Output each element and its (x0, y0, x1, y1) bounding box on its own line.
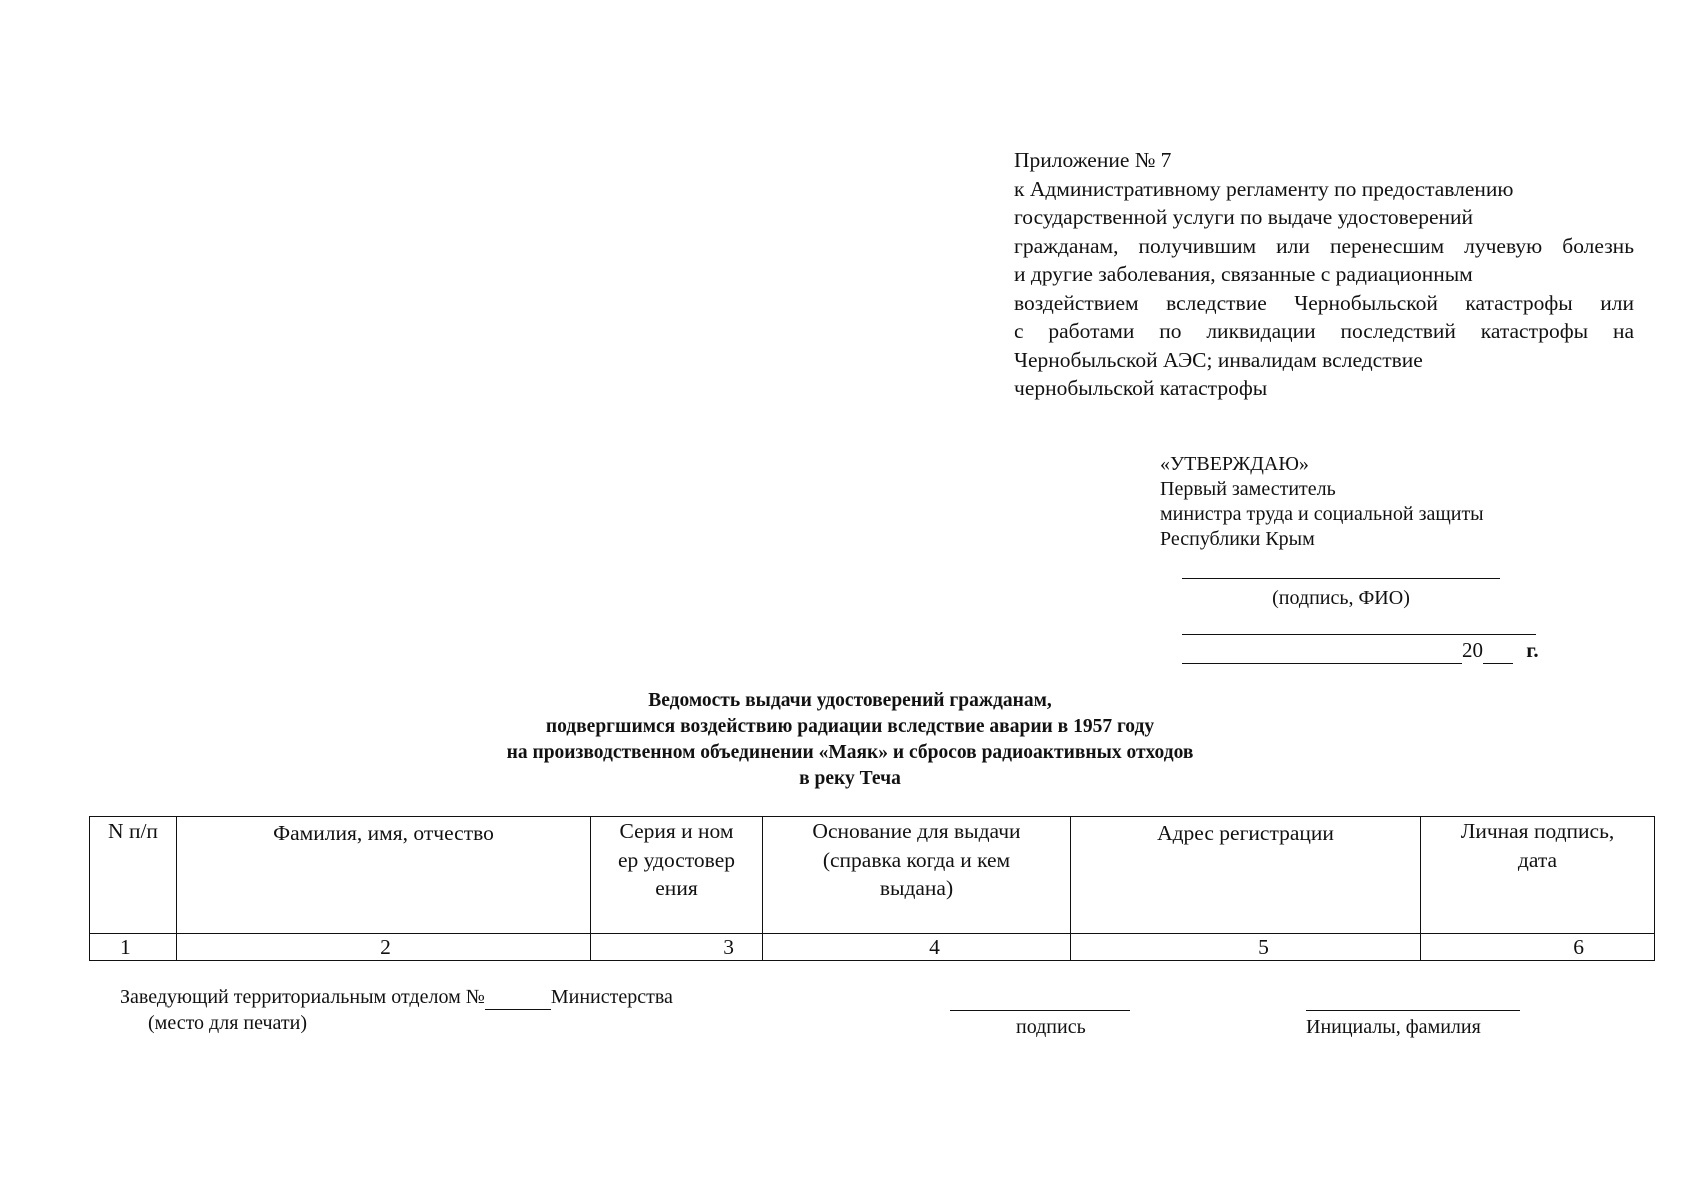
appendix-heading: Приложение № 7 (1014, 148, 1172, 172)
department-number-blank (485, 986, 551, 1010)
appendix-line: с работами по ликвидации последствий катастрофы на (1014, 319, 1634, 343)
appendix-line: воздействием вследствие Чернобыльской катастрофы или (1014, 290, 1634, 315)
column-number-cell: 6 (1421, 934, 1655, 961)
approval-block (1160, 452, 1560, 552)
appendix-block (1014, 146, 1634, 403)
document-title (300, 688, 1400, 792)
approval-date-line-upper (1182, 634, 1536, 635)
document-title-line: на производственном объединении «Маяк» и сбросов радиоактивных отходов (506, 742, 1194, 763)
ministry-label: Министерства (550, 986, 673, 1008)
footer-signature-line (950, 1010, 1130, 1011)
date-century: 20 (1462, 638, 1483, 662)
appendix-line: и другие заболевания, связанные с радиационным (1014, 262, 1473, 286)
appendix-line: чернобыльской катастрофы (1014, 376, 1268, 400)
appendix-line: к Административному регламенту по предоставлению (1014, 176, 1514, 201)
appendix-line: гражданам, получившим или перенесшим лучевую болезнь (1014, 233, 1634, 258)
approval-signature-line (1182, 578, 1500, 579)
approval-position-line: министра труда и социальной защиты (1160, 503, 1484, 525)
approval-position-line: Первый заместитель (1160, 478, 1336, 500)
approval-date-row (1182, 638, 1539, 668)
document-title-line: в реку Теча (799, 768, 901, 789)
approval-position-line: Республики Крым (1160, 528, 1315, 550)
column-number-cell: 3 (591, 934, 763, 961)
column-number-cell: 2 (177, 934, 591, 961)
column-header-registration-address: Адрес регистрации (1071, 817, 1421, 934)
footer-initials-label: Инициалы, фамилия (1306, 1016, 1481, 1038)
head-of-department-label: Заведующий территориальным отделом № (120, 986, 485, 1008)
footer-head-line (120, 986, 673, 1010)
date-year-blank (1483, 638, 1513, 664)
footer-initials-line (1306, 1010, 1520, 1011)
column-number-cell: 1 (90, 934, 177, 961)
document-title-line: подвергшимся воздействию радиации вследствие аварии в 1957 году (545, 716, 1155, 737)
column-header-certificate-series: Серия и номер удостоверения (591, 817, 763, 934)
column-number-cell: 4 (763, 934, 1071, 961)
column-number-cell: 5 (1071, 934, 1421, 961)
approval-title: «УТВЕРЖДАЮ» (1160, 453, 1309, 475)
column-header-issue-basis: Основание для выдачи (справка когда и кем выдана) (763, 817, 1071, 934)
column-header-number: N п/п (90, 817, 177, 934)
approval-signature-caption: (подпись, ФИО) (1272, 587, 1410, 609)
column-header-signature-date: Личная подпись, дата (1421, 817, 1655, 934)
stamp-place-label: (место для печати) (148, 1012, 308, 1034)
date-day-month-blank (1182, 638, 1462, 664)
issuance-register-table (89, 816, 1655, 961)
table-header-row (90, 817, 1655, 934)
table-row (90, 934, 1655, 961)
column-header-full-name: Фамилия, имя, отчество (177, 817, 591, 934)
appendix-line: Чернобыльской АЭС; инвалидам вследствие (1014, 347, 1423, 372)
footer-signature-label: подпись (1016, 1016, 1086, 1038)
date-suffix: г. (1526, 638, 1539, 662)
document-title-line: Ведомость выдачи удостоверений гражданам, (648, 690, 1052, 711)
appendix-line: государственной услуги по выдаче удостоверений (1014, 205, 1474, 229)
